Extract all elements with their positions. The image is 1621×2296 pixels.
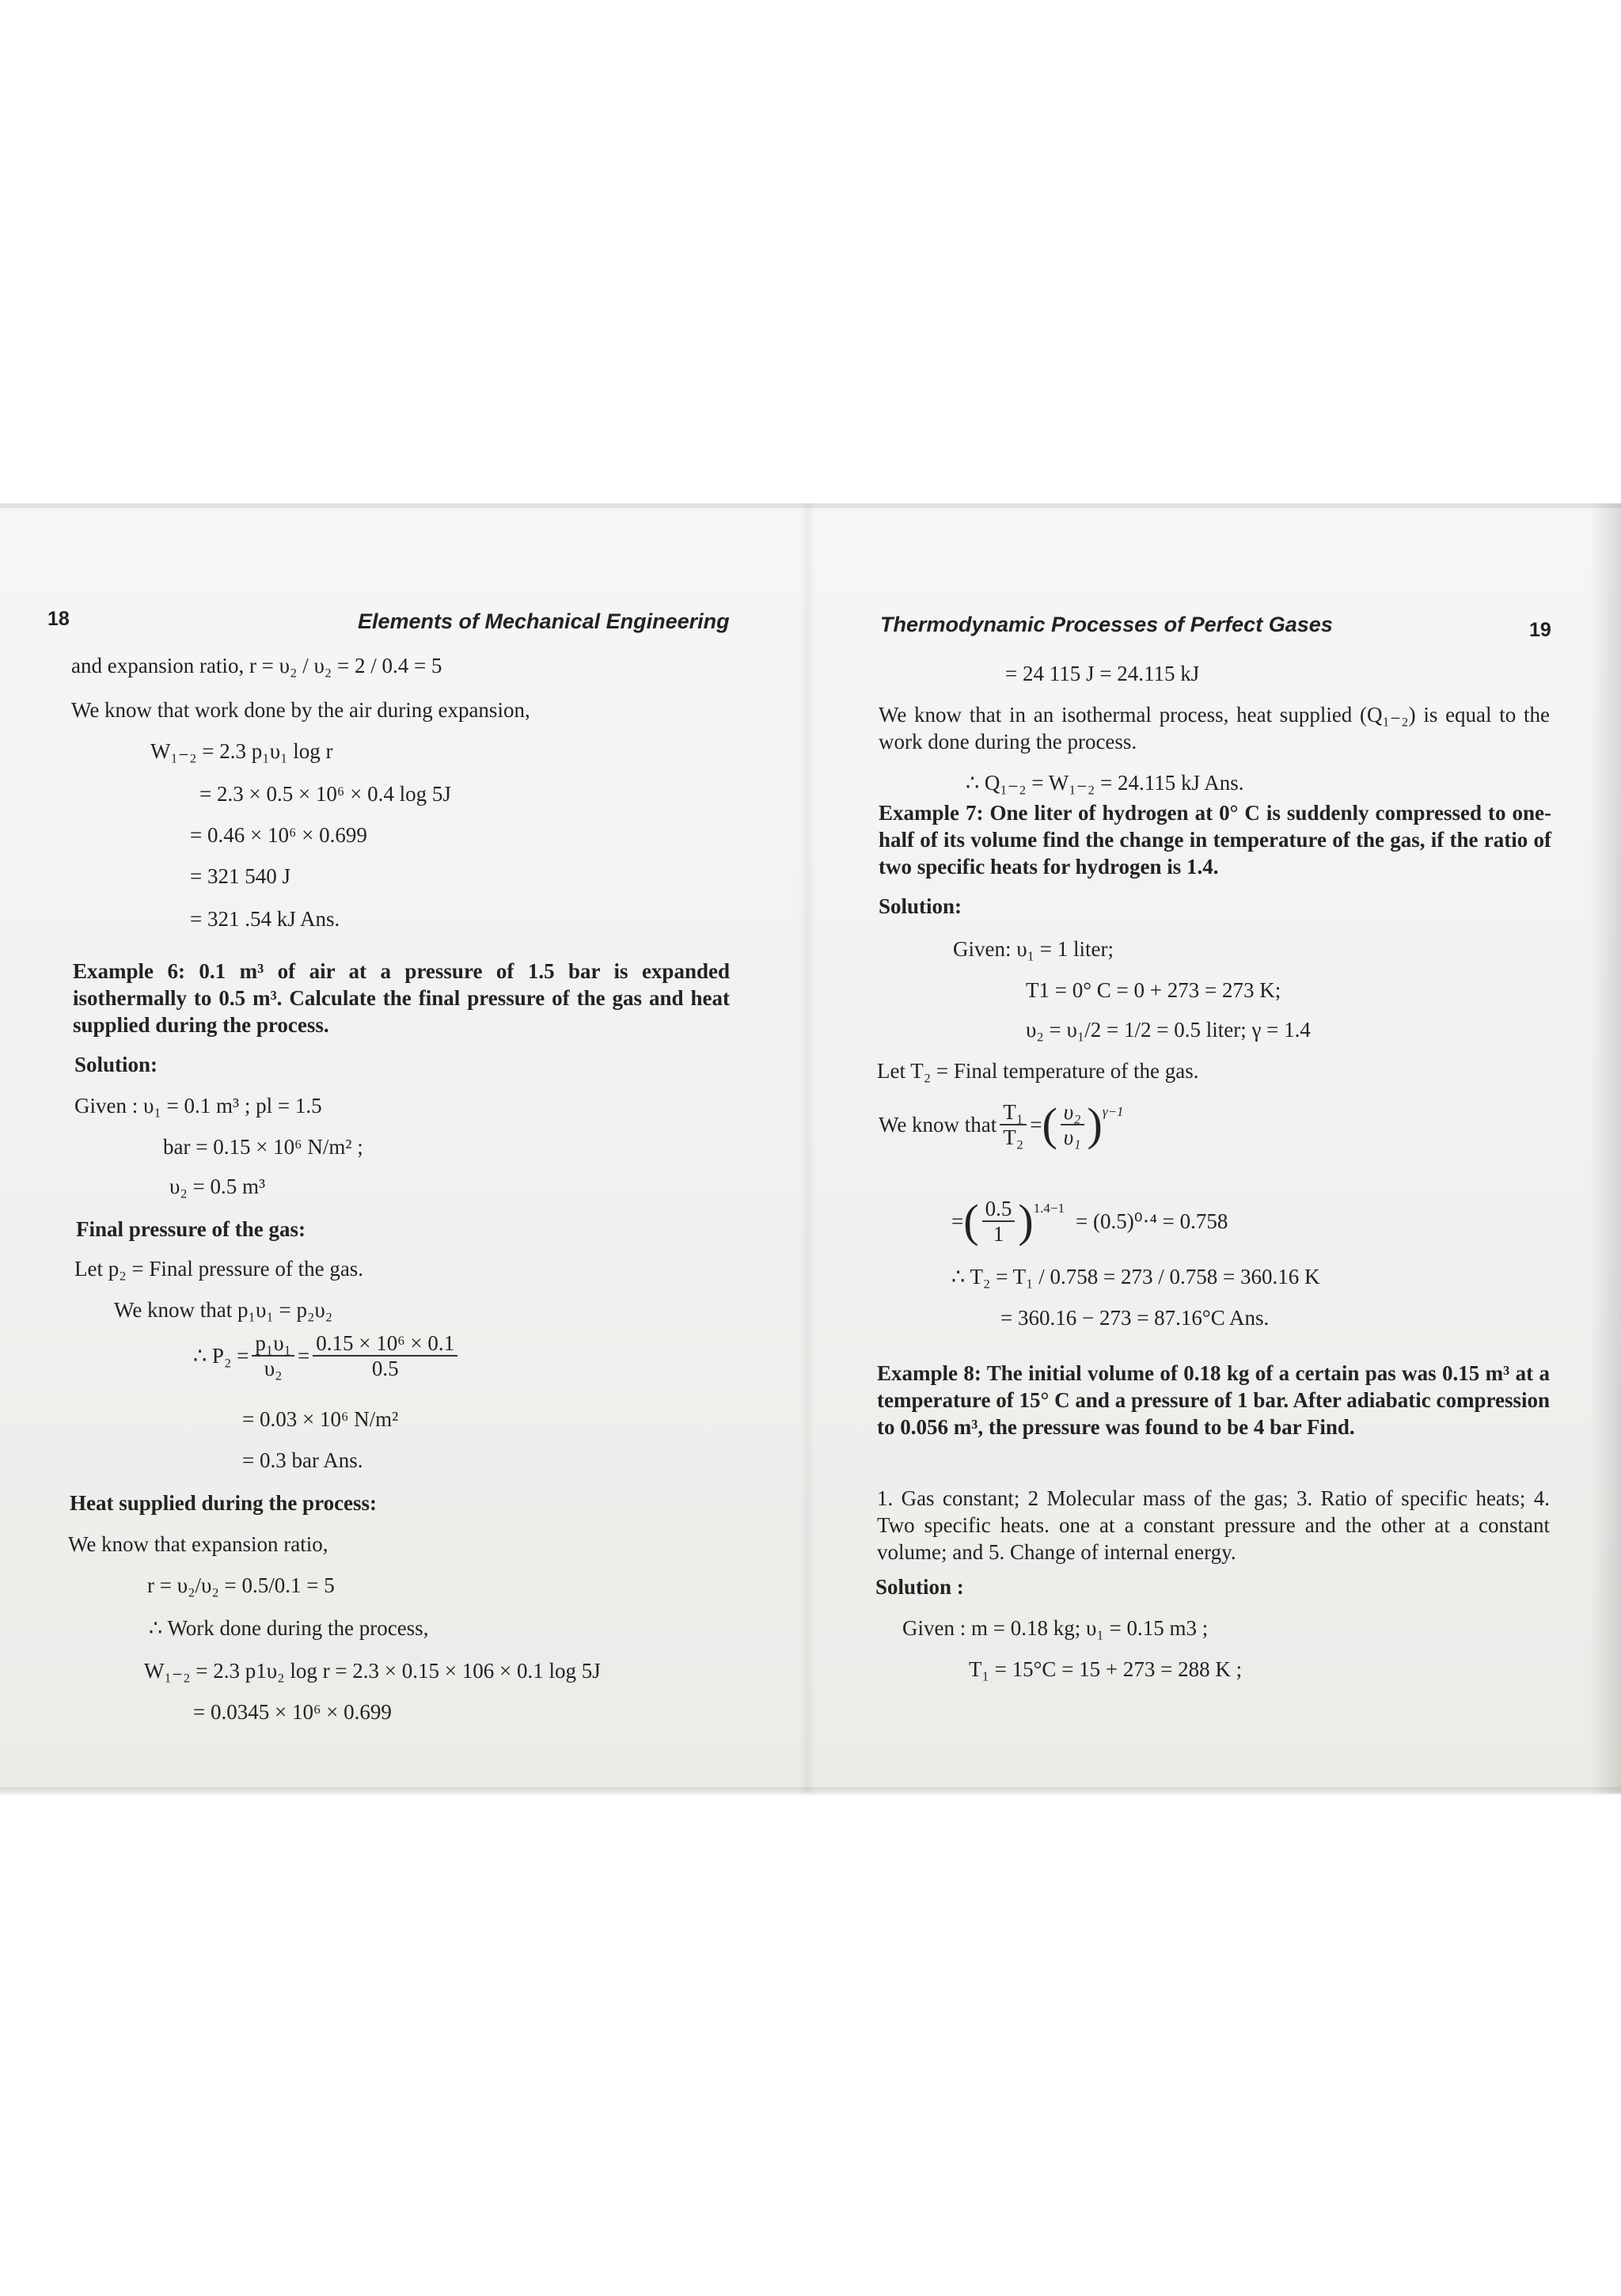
equation-line: W₁₋₂ = 2.3 p₁υ₁ log r: [150, 739, 333, 763]
equals-sign: =: [951, 1209, 964, 1233]
exponent: γ−1: [1102, 1104, 1124, 1119]
numerator: T₁: [1000, 1100, 1027, 1125]
equation-line: Given: υ₁ = 1 liter;: [953, 937, 1114, 961]
fraction: [1061, 1100, 1084, 1149]
text-line: Let p₂ = Final pressure of the gas.: [74, 1257, 364, 1281]
equation-line: T1 = 0° C = 0 + 273 = 273 K;: [1026, 978, 1281, 1002]
equation-line: We know that p₁υ₁ = p₂υ₂: [114, 1298, 333, 1322]
left-parenthesis: (: [1042, 1099, 1057, 1150]
example-7-statement: Example 7: One liter of hydrogen at 0° C is suddenly compressed to one-half of its volume find the change in temperature of the gas, if the ratio of two specific heats for hydrogen is 1.4.: [879, 801, 1551, 879]
equation-line: r = υ₂/υ₂ = 0.5/0.1 = 5: [147, 1573, 335, 1597]
page-number: 18: [47, 608, 70, 630]
page-number: 19: [1529, 619, 1551, 641]
equation-result: = (0.5)⁰·⁴ = 0.758: [1075, 1209, 1228, 1233]
left-parenthesis: (: [963, 1195, 979, 1247]
equation-prefix: We know that: [879, 1113, 997, 1137]
running-header: Elements of Mechanical Engineering: [358, 609, 730, 633]
example-6-statement: Example 6: 0.1 m³ of air at a pressure of 1.5 bar is expanded isothermally to 0.5 m³. Calculate the final pressure of the gas and heat supplied during the process.: [73, 959, 730, 1037]
numerator: 0.5: [982, 1197, 1015, 1222]
equation-line: Given : υ₁ = 0.1 m³ ; pl = 1.5: [74, 1094, 322, 1118]
equation-line: = 321 540 J: [190, 864, 290, 888]
equation-line: = 0.46 × 10⁶ × 0.699: [190, 823, 367, 847]
temperature-ratio-equation: [879, 1100, 1124, 1149]
solution-heading: Solution :: [875, 1575, 964, 1599]
text-line: We know that expansion ratio,: [68, 1532, 328, 1556]
equation-line: = 24 115 J = 24.115 kJ: [1005, 662, 1200, 685]
equation-line: Given : m = 0.18 kg; υ₁ = 0.15 m3 ;: [902, 1616, 1209, 1640]
equation-line: = 0.0345 × 10⁶ × 0.699: [193, 1700, 392, 1724]
right-parenthesis: ): [1087, 1099, 1103, 1150]
equation-line: ∴ T₂ = T₁ / 0.758 = 273 / 0.758 = 360.16 K: [951, 1265, 1320, 1288]
fraction: [252, 1331, 294, 1380]
denominator: υ₁: [1063, 1125, 1081, 1149]
equals-sign: =: [298, 1344, 310, 1368]
text-paragraph: 1. Gas constant; 2 Molecular mass of the gas; 3. Ratio of specific heats; 4. Two specific heats. one at a constant pressure and the other at a constant volume; and 5. Change of internal energy.: [877, 1486, 1550, 1564]
equation-line: υ₂ = υ₁/2 = 1/2 = 0.5 liter; γ = 1.4: [1026, 1018, 1311, 1042]
equation-line: W₁₋₂ = 2.3 p1υ₂ log r = 2.3 × 0.15 × 106 × 0.1 log 5J: [144, 1659, 601, 1683]
substitution-equation: [951, 1197, 1228, 1246]
equation-line: T₁ = 15°C = 15 + 273 = 288 K ;: [969, 1657, 1243, 1681]
equation-line: bar = 0.15 × 10⁶ N/m² ;: [163, 1135, 363, 1159]
right-parenthesis: ): [1018, 1195, 1034, 1247]
subheading-heat-supplied: Heat supplied during the process:: [70, 1491, 378, 1515]
numerator: υ₂: [1061, 1100, 1084, 1125]
equation-prefix: ∴ P₂ =: [193, 1344, 249, 1368]
text-line: Let T₂ = Final temperature of the gas.: [877, 1059, 1199, 1083]
text-paragraph: We know that in an isothermal process, heat supplied (Q₁₋₂) is equal to the work done during the process.: [879, 703, 1550, 753]
left-page: [0, 503, 807, 1793]
numerator: 0.15 × 10⁶ × 0.1: [313, 1331, 457, 1357]
running-header: Thermodynamic Processes of Perfect Gases: [880, 613, 1333, 636]
denominator: T₂: [1003, 1125, 1024, 1149]
denominator: 0.5: [371, 1357, 399, 1380]
solution-heading: Solution:: [74, 1053, 158, 1076]
equation-line: = 321 .54 kJ Ans.: [190, 907, 340, 931]
fraction: [313, 1331, 457, 1380]
equation-line: υ₂ = 0.5 m³: [169, 1175, 266, 1198]
example-8-statement: Example 8: The initial volume of 0.18 kg of a certain pas was 0.15 m³ at a temperature of 15° C and a pressure of 1 bar. After adiabatic compression to 0.056 m³, the pressure was found to be 4 bar Find.: [877, 1361, 1550, 1439]
equation-line: = 0.03 × 10⁶ N/m²: [242, 1407, 399, 1431]
equation-line: = 0.3 bar Ans.: [242, 1448, 363, 1472]
text-line: and expansion ratio, r = υ₂ / υ₂ = 2 / 0.4 = 5: [71, 654, 442, 677]
subheading-final-pressure: Final pressure of the gas:: [76, 1217, 306, 1241]
fraction-equation: [193, 1331, 461, 1380]
right-page: [814, 503, 1621, 1793]
equation-line: = 2.3 × 0.5 × 10⁶ × 0.4 log 5J: [199, 782, 451, 806]
text-line: We know that work done by the air during expansion,: [71, 698, 530, 722]
numerator: p₁υ₁: [252, 1331, 294, 1357]
equation-line: ∴ Q₁₋₂ = W₁₋₂ = 24.115 kJ Ans.: [966, 771, 1244, 795]
fraction: [1000, 1100, 1027, 1149]
solution-heading: Solution:: [879, 894, 962, 918]
equation-line: = 360.16 − 273 = 87.16°C Ans.: [1000, 1306, 1270, 1330]
denominator: 1: [993, 1222, 1004, 1246]
text-line: ∴ Work done during the process,: [149, 1616, 429, 1640]
exponent: 1.4−1: [1033, 1201, 1065, 1216]
fraction: [982, 1197, 1015, 1246]
equals-sign: =: [1030, 1113, 1042, 1137]
denominator: υ₂: [264, 1357, 283, 1380]
